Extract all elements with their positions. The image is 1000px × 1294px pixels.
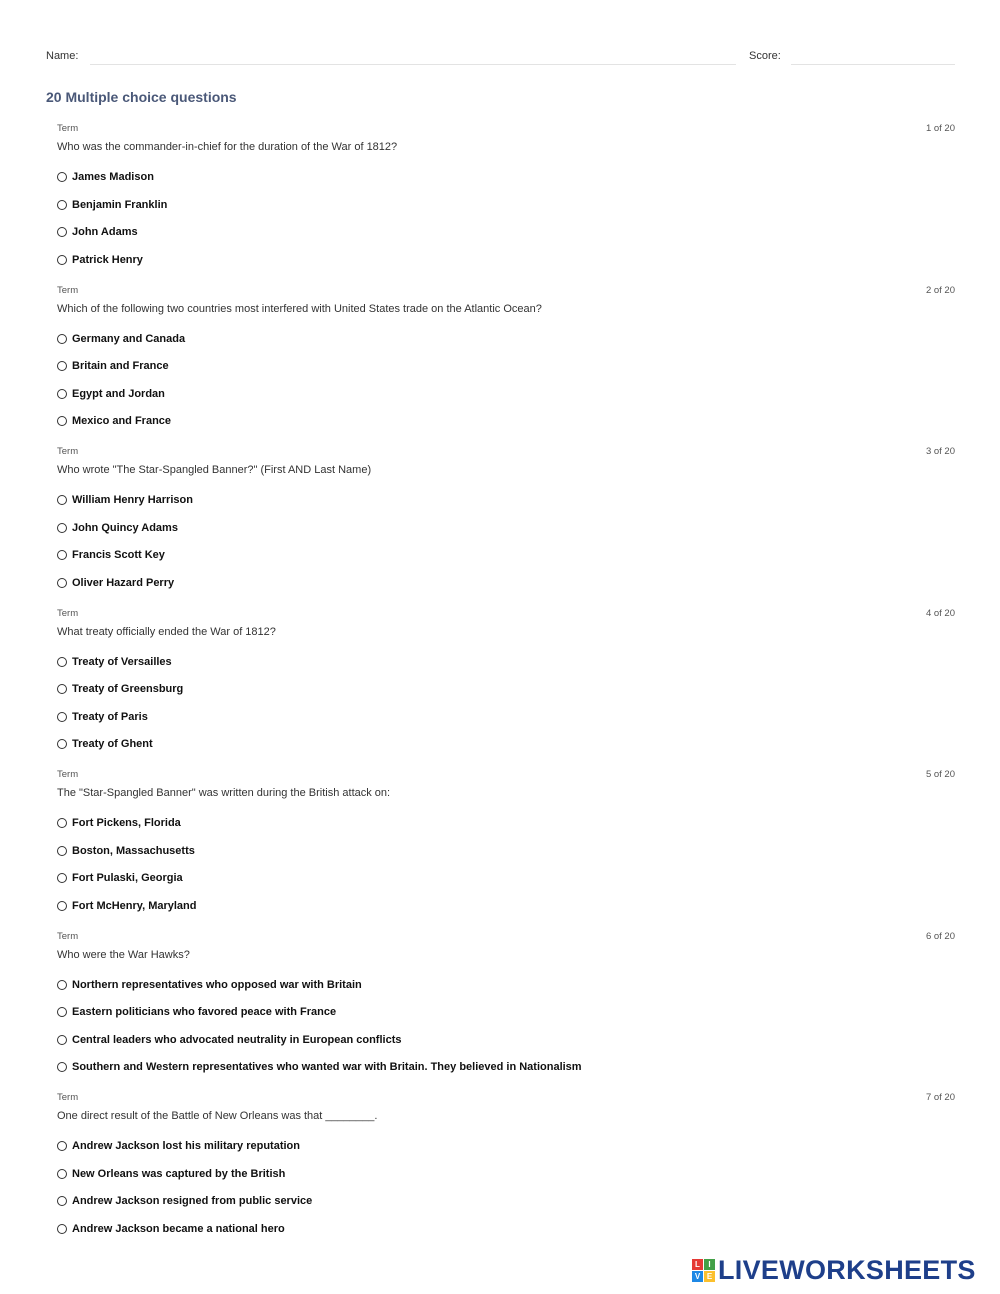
radio-button-icon[interactable] [57,712,67,722]
answer-option-label: Andrew Jackson became a national hero [72,1222,285,1235]
radio-button-icon[interactable] [57,389,67,399]
radio-button-icon[interactable] [57,578,67,588]
answer-option-label: Andrew Jackson resigned from public service [72,1195,313,1208]
answer-option[interactable] [57,576,174,590]
logo-tile: V [692,1271,703,1282]
question-1 [57,123,955,273]
radio-button-icon[interactable] [57,550,67,560]
question-text: The "Star-Spangled Banner" was written during the British attack on: [57,787,391,799]
logo-tile: I [704,1259,715,1270]
answer-option[interactable] [57,844,195,858]
answer-option[interactable] [57,225,138,239]
answer-option-label: Boston, Massachusetts [72,844,195,857]
name-field[interactable] [90,64,736,65]
answer-option-label: Northern representatives who opposed war with Britain [72,978,362,991]
name-label: Name: [46,50,79,62]
logo-text: LIVEWORKSHEETS [718,1254,976,1285]
question-counter: 7 of 20 [925,1092,955,1103]
radio-button-icon[interactable] [57,495,67,505]
logo-tile: E [704,1271,715,1282]
answer-option[interactable] [57,493,193,507]
radio-button-icon[interactable] [57,818,67,828]
radio-button-icon[interactable] [57,523,67,533]
answer-option-label: Treaty of Greensburg [72,683,184,696]
liveworksheets-logo [692,1256,976,1284]
radio-button-icon[interactable] [57,873,67,883]
radio-button-icon[interactable] [57,1035,67,1045]
answer-option[interactable] [57,170,154,184]
term-label: Term [57,930,79,942]
answer-option-label: Eastern politicians who favored peace with France [72,1006,337,1019]
answer-option-label: Patrick Henry [72,253,143,266]
radio-button-icon[interactable] [57,846,67,856]
answer-option-label: Southern and Western representatives who wanted war with Britain. They believed in Nationalism [72,1061,582,1074]
answer-option[interactable] [57,871,183,885]
answer-option-label: Fort Pickens, Florida [72,817,181,829]
question-counter: 5 of 20 [925,769,955,780]
radio-button-icon[interactable] [57,1169,67,1179]
answer-option[interactable] [57,1033,401,1047]
answer-option[interactable] [57,548,165,562]
radio-button-icon[interactable] [57,739,67,749]
radio-button-icon[interactable] [57,172,67,182]
answer-option[interactable] [57,710,148,724]
term-label: Term [57,1092,79,1103]
answer-option[interactable] [57,737,153,751]
section-title: 20 Multiple choice questions [46,89,237,105]
answer-option-label: James Madison [72,171,154,183]
answer-option[interactable] [57,1060,582,1074]
answer-option[interactable] [57,1139,300,1153]
answer-option[interactable] [57,899,197,913]
question-counter: 2 of 20 [925,284,955,296]
answer-option-label: William Henry Harrison [72,494,193,506]
worksheet-header [46,46,955,66]
answer-option-label: Fort Pulaski, Georgia [72,872,183,885]
answer-option[interactable] [57,978,362,992]
question-4 [57,608,955,758]
answer-option-label: Andrew Jackson lost his military reputation [72,1140,300,1152]
answer-option[interactable] [57,655,172,669]
answer-option[interactable] [57,1222,285,1236]
answer-option-label: Treaty of Ghent [72,738,153,751]
term-label: Term [57,284,79,296]
answer-option-label: New Orleans was captured by the British [72,1167,286,1180]
question-text: Who were the War Hawks? [57,948,190,961]
answer-option[interactable] [57,1005,336,1019]
answer-option-label: Benjamin Franklin [72,198,168,211]
radio-button-icon[interactable] [57,980,67,990]
question-5 [57,769,955,919]
answer-option[interactable] [57,1194,312,1208]
radio-button-icon[interactable] [57,901,67,911]
radio-button-icon[interactable] [57,1196,67,1206]
radio-button-icon[interactable] [57,200,67,210]
term-label: Term [57,607,79,619]
answer-option-label: Mexico and France [72,415,172,428]
radio-button-icon[interactable] [57,684,67,694]
answer-option[interactable] [57,359,169,373]
question-text: One direct result of the Battle of New Orleans was that ________. [57,1110,378,1122]
question-2 [57,285,955,435]
answer-option[interactable] [57,682,183,696]
term-label: Term [57,446,79,457]
question-text: What treaty officially ended the War of 1812? [57,625,276,638]
question-counter: 3 of 20 [925,446,955,457]
question-text: Which of the following two countries most interfered with United States trade on the Atlantic Ocean? [57,302,542,315]
answer-option[interactable] [57,198,167,212]
radio-button-icon[interactable] [57,361,67,371]
answer-option-label: Treaty of Paris [72,710,148,723]
answer-option[interactable] [57,816,181,830]
answer-option[interactable] [57,387,165,401]
answer-option-label: Britain and France [72,360,169,373]
answer-option[interactable] [57,1167,285,1181]
answer-option-label: Fort McHenry, Maryland [72,899,197,912]
score-label: Score: [749,50,781,62]
question-text: Who was the commander-in-chief for the duration of the War of 1812? [57,141,398,153]
answer-option-label: Egypt and Jordan [72,387,165,400]
answer-option-label: Germany and Canada [72,332,186,345]
radio-button-icon[interactable] [57,1007,67,1017]
answer-option[interactable] [57,332,185,346]
radio-button-icon[interactable] [57,1141,67,1151]
logo-tile: L [692,1259,703,1270]
term-label: Term [57,769,79,780]
question-text: Who wrote "The Star-Spangled Banner?" (First AND Last Name) [57,464,372,476]
answer-option[interactable] [57,414,171,428]
logo-tiles [692,1259,715,1282]
question-counter: 4 of 20 [925,607,955,619]
radio-button-icon[interactable] [57,1224,67,1234]
answer-option-label: Francis Scott Key [72,549,165,562]
radio-button-icon[interactable] [57,227,67,237]
answer-option[interactable] [57,253,143,267]
answer-option[interactable] [57,521,178,535]
radio-button-icon[interactable] [57,334,67,344]
radio-button-icon[interactable] [57,255,67,265]
question-counter: 6 of 20 [925,930,955,942]
answer-option-label: Central leaders who advocated neutrality in European conflicts [72,1033,402,1046]
term-label: Term [57,123,79,134]
score-field[interactable] [791,64,955,65]
question-3 [57,446,955,596]
radio-button-icon[interactable] [57,416,67,426]
question-counter: 1 of 20 [925,123,955,134]
radio-button-icon[interactable] [57,1062,67,1072]
radio-button-icon[interactable] [57,657,67,667]
question-6 [57,931,955,1081]
answer-option-label: Treaty of Versailles [72,655,172,668]
answer-option-label: John Quincy Adams [72,521,178,534]
question-7 [57,1092,955,1242]
answer-option-label: John Adams [72,226,138,239]
answer-option-label: Oliver Hazard Perry [72,576,175,589]
